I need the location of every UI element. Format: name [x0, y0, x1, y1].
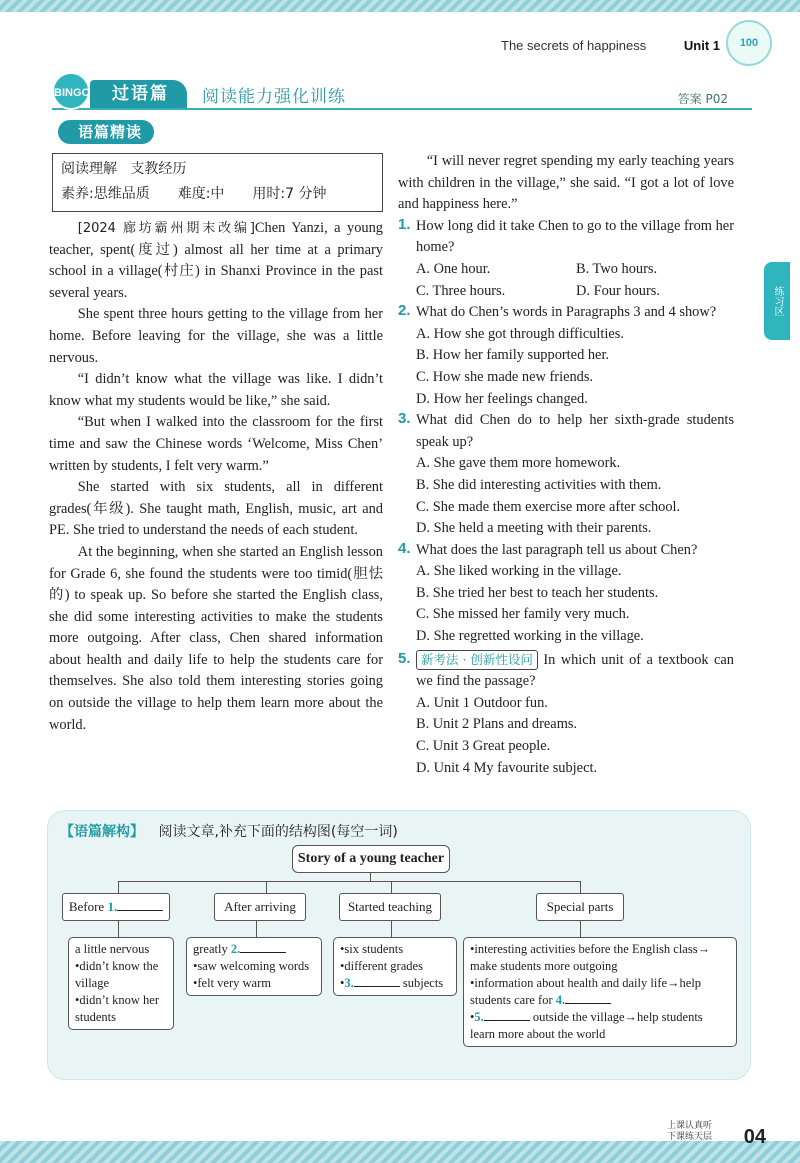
option[interactable]: B. How her family supported her.	[416, 347, 610, 364]
structure-leaf-special: •interesting activities before the English class→ make students more outgoing •information about health and daily life→help students care for 4. •5. outside the village→help students learn more about the world	[463, 937, 737, 1047]
option[interactable]: A. She gave them more homework.	[416, 455, 621, 472]
bingo-mascot-icon: BINGO	[52, 72, 90, 110]
connector-line	[256, 921, 257, 937]
new-format-tag: 新考法 · 创新性设问	[416, 650, 538, 670]
option[interactable]: D. She held a meeting with their parents.	[416, 520, 652, 537]
blank-4[interactable]	[565, 1003, 611, 1004]
book-title: The secrets of happiness	[501, 38, 647, 53]
structure-header-after: After arriving	[214, 893, 306, 921]
option[interactable]: D. Unit 4 My favourite subject.	[416, 759, 598, 776]
top-decor-stripe	[0, 0, 800, 12]
option[interactable]: C. How she made new friends.	[416, 368, 594, 385]
structure-instruction: 阅读文章,补充下面的结构图(每空一词)	[158, 824, 398, 840]
passage-paragraph: She started with six students, all in different grades(年级). She taught math, English, music, art and PE. She tried to understand the needs of each student.	[49, 479, 383, 539]
title-bar	[52, 80, 752, 110]
question-3: 3. What did Chen do to help her sixth-grade students speak up?	[398, 410, 734, 450]
side-tab: 练习区	[764, 262, 790, 340]
connector-line	[580, 921, 581, 937]
option[interactable]: D. She regretted working in the village.	[416, 628, 644, 645]
answer-reference: 答案 P02	[677, 92, 728, 106]
option[interactable]: A. One hour.	[416, 260, 491, 277]
option[interactable]: C. She made them exercise more after school.	[416, 498, 681, 515]
structure-leaf-after: greatly 2. •saw welcoming words •felt very warm	[186, 937, 322, 996]
reading-info-box	[52, 153, 383, 212]
option[interactable]: C. Unit 3 Great people.	[416, 738, 551, 755]
option[interactable]: B. Two hours.	[576, 260, 658, 277]
mascot-icon: 100	[726, 20, 772, 66]
passage-paragraph: At the beginning, when she started an English lesson for Grade 6, she found the students were too timid(胆怯的) to speak up. So before she started the English class, she did some interesting activities to make the students more outgoing. After class, Chen shared information about health and daily life to help the students care for themselves. She also told them interesting stories going on outside the village to help them learn more about the world.	[49, 543, 383, 733]
blank-2[interactable]	[240, 952, 286, 953]
connector-line	[118, 881, 580, 882]
passage-source: [2024 廊坊霸州期末改编]	[77, 221, 255, 236]
info-line-2: 素养:思维品质 难度:中 用时:7 分钟	[61, 186, 327, 202]
option[interactable]: C. Three hours.	[416, 282, 506, 299]
passage-paragraph: She spent three hours getting to the village from her home. Before leaving for the village, she was a little nervous.	[49, 306, 383, 366]
option[interactable]: A. Unit 1 Outdoor fun.	[416, 694, 548, 711]
structure-leaf-started: •six students •different grades •3. subjects	[333, 937, 457, 996]
connector-line	[118, 881, 119, 893]
option[interactable]: A. How she got through difficulties.	[416, 325, 624, 342]
structure-root: Story of a young teacher	[292, 845, 450, 873]
section-title-tag: 过语篇	[90, 80, 187, 108]
info-line-1: 阅读理解 支教经历	[61, 161, 187, 177]
passage-paragraph: [2024 廊坊霸州期末改编]Chen Yanzi, a young teacher, spent(度过) almost all her time at a primary school in a village(村庄) in Shanxi Province in the past several years.	[49, 220, 383, 301]
blank-5[interactable]	[484, 1020, 530, 1021]
passage-column	[49, 218, 383, 736]
connector-line	[580, 881, 581, 893]
question-1: 1. How long did it take Chen to go to the village from her home?	[398, 215, 734, 256]
page-number: 04	[743, 1126, 766, 1148]
question-2: 2. What do Chen’s words in Paragraphs 3 and 4 show?	[398, 302, 717, 321]
structure-leaf-before: a little nervous •didn’t know the village •didn’t know her students	[68, 937, 174, 1030]
structure-header-before: Before 1.	[62, 893, 170, 921]
structure-heading	[60, 821, 398, 841]
structure-header-started: Started teaching	[339, 893, 441, 921]
section-subtitle: 阅读能力强化训练	[202, 87, 346, 107]
option[interactable]: B. Unit 2 Plans and dreams.	[416, 716, 578, 733]
passage-paragraph: “I will never regret spending my early teaching years with children in the village,” she said. “I got a lot of love and happiness here.”	[398, 153, 734, 213]
option[interactable]: B. She did interesting activities with them.	[416, 476, 662, 493]
question-5: 5. 新考法 · 创新性设问 In which unit of a textbook can we find the passage?	[398, 649, 734, 690]
passage-paragraph: “I didn’t know what the village was like. I didn’t know what my students would be like,” she said.	[49, 371, 383, 409]
option[interactable]: A. She liked working in the village.	[416, 563, 622, 580]
question-1-options	[398, 259, 734, 302]
option[interactable]: D. How her feelings changed.	[416, 390, 588, 407]
connector-line	[391, 881, 392, 893]
footer-note: 上课认真听 下课练天层	[666, 1121, 712, 1142]
option[interactable]: B. She tried her best to teach her students.	[416, 584, 659, 601]
structure-header-special: Special parts	[536, 893, 624, 921]
connector-line	[391, 921, 392, 937]
connector-line	[370, 873, 371, 881]
blank-1[interactable]	[117, 910, 163, 911]
connector-line	[266, 881, 267, 893]
connector-line	[118, 921, 119, 937]
unit-label: Unit 1	[683, 38, 720, 53]
bottom-decor-stripe	[0, 1141, 800, 1163]
option[interactable]: C. She missed her family very much.	[416, 606, 630, 623]
passage-paragraph: “But when I walked into the classroom for the first time and saw the Chinese words ‘Welcome, Miss Chen’ written by students, I felt very warm.”	[49, 414, 383, 474]
reading-section-tag: 语篇精读	[58, 120, 154, 144]
blank-3[interactable]	[354, 986, 400, 987]
questions-column	[398, 151, 734, 779]
structure-tag: 【语篇解构】	[60, 824, 144, 840]
structure-diagram	[47, 810, 751, 1080]
option[interactable]: D. Four hours.	[576, 282, 660, 299]
running-header	[501, 38, 720, 53]
question-4: 4. What does the last paragraph tell us about Chen?	[398, 539, 698, 558]
